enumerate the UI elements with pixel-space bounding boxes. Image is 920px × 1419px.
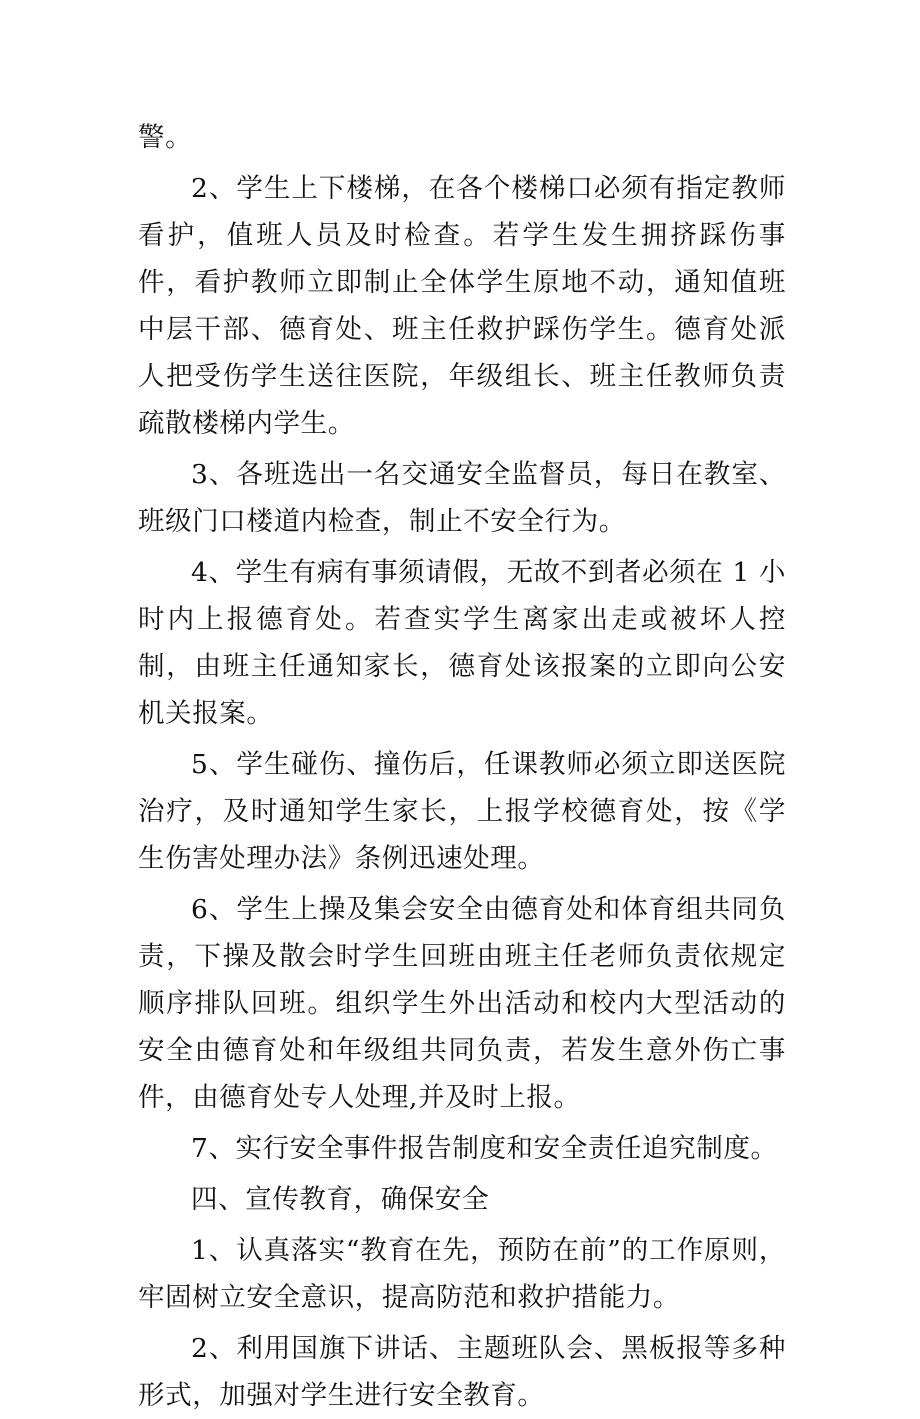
paragraph-item-4-leave: 4、学生有病有事须请假，无故不到者必须在 1 小时内上报德育处。若查实学生离家出走或被坏人控制，由班主任通知家长，德育处该报案的立即向公安机关报案。 [138,557,786,729]
paragraph-item-7-reporting: 7、实行安全事件报告制度和安全责任追究制度。 [191,1133,778,1164]
paragraph-item-5-injury: 5、学生碰伤、撞伤后，任课教师必须立即送医院治疗，及时通知学生家长，上报学校德育处，按《学生伤害处理办法》条例迅速处理。 [138,749,786,874]
paragraph-item-2-stairs: 2、学生上下楼梯，在各个楼梯口必须有指定教师看护，值班人员及时检查。若学生发生拥挤踩伤事件，看护教师立即制止全体学生原地不动，通知值班中层干部、德育处、班主任救护踩伤学生。德育处派人把受伤学生送往医院，年级组长、班主任教师负责疏散楼梯内学生。 [138,173,786,439]
paragraph-item-3-traffic: 3、各班选出一名交通安全监督员，每日在教室、班级门口楼道内检查，制止不安全行为。 [138,459,786,537]
document-page [138,114,786,1419]
paragraph-continuation: 警。 [138,122,193,153]
paragraph-item-1-principle: 1、认真落实“教育在先，预防在前”的工作原则，牢固树立安全意识，提高防范和救护措能力。 [138,1235,786,1313]
section-heading-publicity: 四、宣传教育，确保安全 [191,1184,490,1215]
paragraph-item-6-assembly: 6、学生上操及集会安全由德育处和体育组共同负责，下操及散会时学生回班由班主任老师负责依规定顺序排队回班。组织学生外出活动和校内大型活动的安全由德育处和年级组共同负责，若发生意外伤亡事件，由德育处专人处理,并及时上报。 [138,894,786,1113]
paragraph-item-2-education: 2、利用国旗下讲话、主题班队会、黑板报等多种形式，加强对学生进行安全教育。 [138,1333,786,1411]
